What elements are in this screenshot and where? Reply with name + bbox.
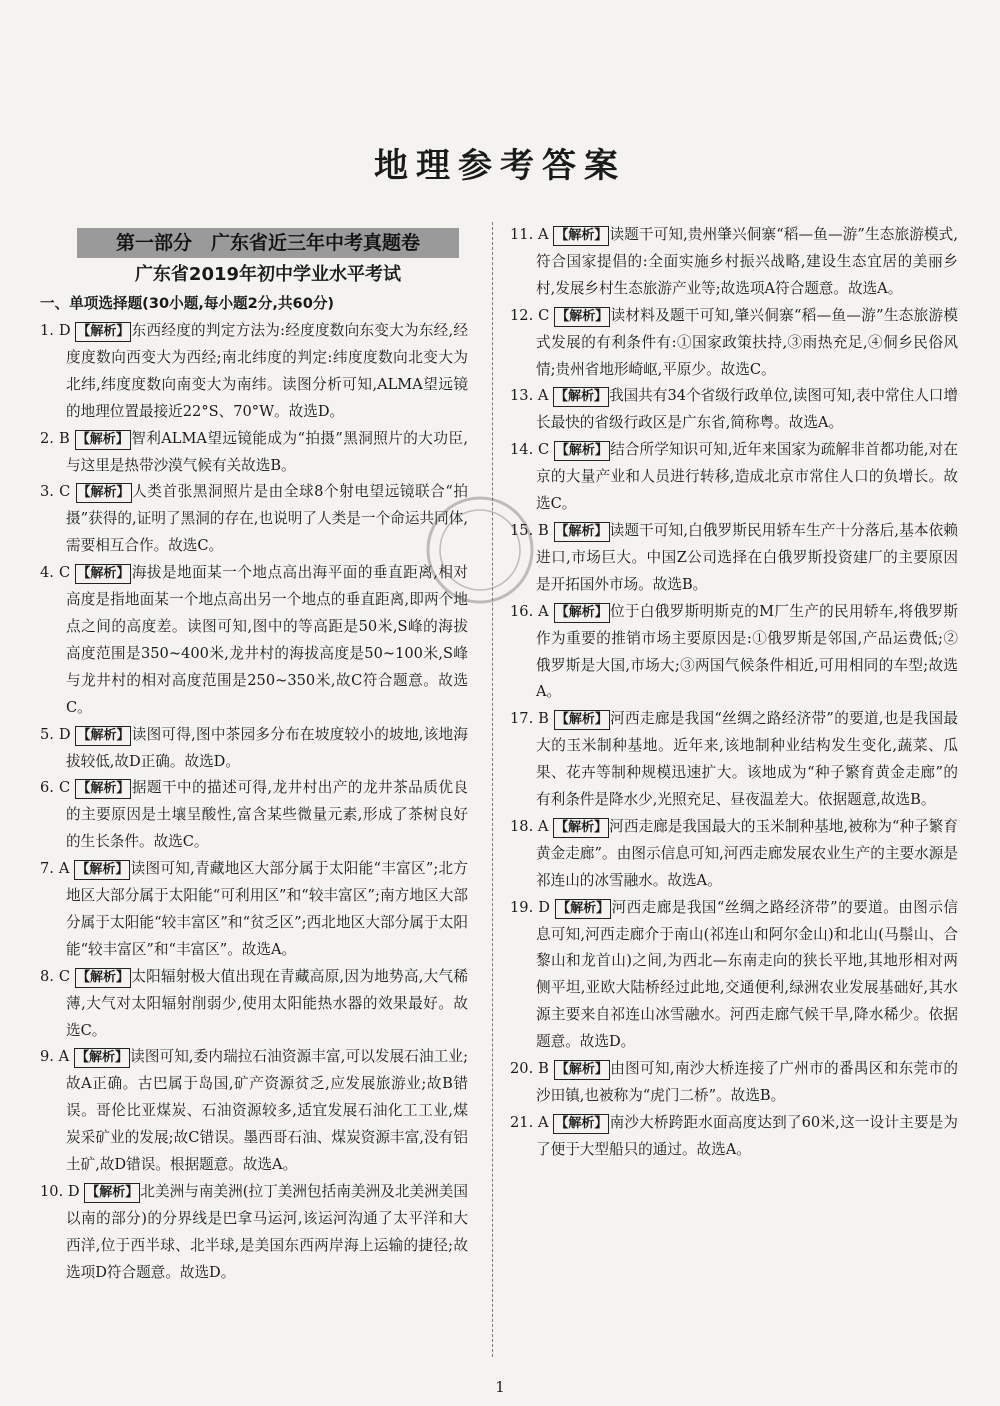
answer-letter: A xyxy=(53,860,75,878)
answer-letter: A xyxy=(533,387,554,405)
stamp-watermark-icon xyxy=(420,490,540,610)
answer-item xyxy=(510,303,958,384)
analysis-text: 读图可知,青藏地区大部分属于太阳能“丰富区”;北方地区大部分属于太阳能“可利用区”和“较丰富区”;南方地区大部分属于太阳能“较丰富区”和“贫乏区”;西北地区大部分属于太阳能“较丰富区”和“丰富区”。故选A。 xyxy=(66,860,468,958)
analysis-text: 读图可知,委内瑞拉石油资源丰富,可以发展石油工业;故A正确。古巴属于岛国,矿产资源贫乏,应发展旅游业;故B错误。哥伦比亚煤炭、石油资源较多,适宜发展石油化工工业,煤炭采矿业的发展;故C错误。墨西哥石油、煤炭资源丰富,没有铝土矿,故D错误。根据题意。故选A。 xyxy=(66,1048,468,1174)
analysis-text: 智利ALMA望远镜能成为“拍摄”黑洞照片的大功臣,与这里是热带沙漠气候有关故选B。 xyxy=(66,429,468,474)
analysis-tag: 【解析】 xyxy=(554,1060,610,1080)
question-number: 12. xyxy=(510,306,534,324)
analysis-tag: 【解析】 xyxy=(75,726,131,746)
question-number: 16. xyxy=(510,602,534,620)
answer-letter: D xyxy=(533,898,556,916)
answer-item xyxy=(40,775,468,856)
analysis-text: 由图可知,南沙大桥连接了广州市的番禺区和东莞市的沙田镇,也被称为“虎门二桥”。故选B。 xyxy=(536,1060,958,1104)
analysis-text: 我国共有34个省级行政单位,读图可知,表中常住人口增长最快的省级行政区是广东省,简称粤。故选A。 xyxy=(536,387,958,432)
analysis-tag: 【解析】 xyxy=(74,1048,130,1068)
answer-item xyxy=(40,1044,468,1179)
question-number: 13. xyxy=(510,387,534,405)
question-number: 10. xyxy=(40,1183,64,1200)
answer-item xyxy=(510,706,958,814)
answer-letter: D xyxy=(53,725,76,743)
question-number: 17. xyxy=(510,710,534,728)
question-number: 1. xyxy=(40,322,54,339)
answer-item xyxy=(510,437,958,518)
question-number: 21. xyxy=(510,1113,534,1131)
analysis-tag: 【解析】 xyxy=(75,430,131,450)
question-number: 18. xyxy=(510,817,534,835)
analysis-tag: 【解析】 xyxy=(75,322,131,342)
answer-item xyxy=(510,895,958,1056)
question-number: 8. xyxy=(40,967,54,985)
right-column xyxy=(510,222,958,1164)
analysis-text: 读图可得,图中茶园多分布在坡度较小的坡地,该地海拔较低,故D正确。故选D。 xyxy=(66,725,468,770)
answer-letter: C xyxy=(53,564,76,582)
answer-item xyxy=(40,560,468,721)
question-number: 3. xyxy=(40,483,54,501)
left-column xyxy=(40,228,468,1287)
answer-letter: A xyxy=(533,1113,554,1131)
question-number: 11. xyxy=(510,226,534,243)
answer-letter: D xyxy=(53,322,76,339)
analysis-tag: 【解析】 xyxy=(75,779,131,799)
answer-letter: C xyxy=(53,967,75,985)
page-title: 地理参考答案 xyxy=(374,146,626,186)
answer-letter: A xyxy=(533,602,554,620)
answer-letter: C xyxy=(533,306,555,324)
analysis-tag: 【解析】 xyxy=(75,968,131,988)
answer-item xyxy=(40,1179,468,1287)
analysis-tag: 【解析】 xyxy=(553,818,609,838)
analysis-text: 河西走廊是我国“丝绸之路经济带”的要道,也是我国最大的玉米制种基地。近年来,该地制种业结构发生变化,蔬菜、瓜果、花卉等制种规模迅速扩大。该地成为“种子繁育黄金走廊”的有利条件是降水少,光照充足、昼夜温差大。依据题意,故选B。 xyxy=(536,710,958,809)
analysis-text: 北美洲与南美洲(拉丁美洲包括南美洲及北美洲美国以南的部分)的分界线是巴拿马运河,该运河沟通了太平洋和大西洋,位于西半球、北半球,是美国东西两岸海上运输的捷径;故选项D符合题意。故选D。 xyxy=(66,1183,468,1281)
answer-item xyxy=(510,1056,958,1110)
analysis-tag: 【解析】 xyxy=(84,1183,140,1203)
question-number: 19. xyxy=(510,898,534,916)
answer-letter: C xyxy=(53,779,76,797)
answer-item xyxy=(510,222,958,303)
analysis-text: 结合所学知识可知,近年来国家为疏解非首都功能,对在京的大量产业和人员进行转移,造成北京市常住人口的负增长。故选C。 xyxy=(536,441,958,513)
analysis-tag: 【解析】 xyxy=(554,307,610,327)
question-number: 20. xyxy=(510,1060,534,1078)
answer-letter: B xyxy=(53,429,75,447)
analysis-tag: 【解析】 xyxy=(553,226,609,246)
analysis-text: 读题干可知,白俄罗斯民用轿车生产十分落后,基本依赖进口,市场巨大。中国Z公司选择在白俄罗斯投资建厂的主要原因是开拓国外市场。故选B。 xyxy=(536,521,958,593)
analysis-text: 读材料及题干可知,肇兴侗寨“稻—鱼—游”生态旅游模式发展的有利条件有:①国家政策扶持,③雨热充足,④侗乡民俗风情;贵州省地形崎岖,平原少。故选C。 xyxy=(536,306,958,378)
question-number: 2. xyxy=(40,429,54,447)
section-banner: 第一部分 广东省近三年中考真题卷 xyxy=(77,228,459,258)
answer-item xyxy=(510,1110,958,1164)
analysis-text: 读题干可知,贵州肇兴侗寨“稻—鱼—游”生态旅游模式,符合国家提倡的:全面实施乡村振兴战略,建设生态宜居的美丽乡村,发展乡村生态旅游产业等;故选项A符合题意。故选A。 xyxy=(536,226,959,297)
analysis-text: 南沙大桥跨距水面高度达到了60米,这一设计主要是为了便于大型船只的通过。故选A。 xyxy=(536,1113,958,1158)
analysis-tag: 【解析】 xyxy=(553,387,609,407)
question-number: 7. xyxy=(40,860,54,878)
analysis-text: 人类首张黑洞照片是由全球8个射电望远镜联合“拍摄”获得的,证明了黑洞的存在,也说明了人类是一个命运共同体,需要相互合作。故选C。 xyxy=(66,483,469,555)
analysis-text: 太阳辐射极大值出现在青藏高原,因为地势高,大气稀薄,大气对太阳辐射削弱少,使用太阳能热水器的效果最好。故选C。 xyxy=(66,967,469,1039)
analysis-text: 东西经度的判定方法为:经度度数向东变大为东经,经度度数向西变大为西经;南北纬度的判定:纬度度数向北变大为北纬,纬度度数向南变大为南纬。读图分析可知,ALMA望远镜的地理位置最接近22°S、70°W。故选D。 xyxy=(66,322,469,420)
question-number: 15. xyxy=(510,521,534,539)
exam-title: 广东省2019年初中学业水平考试 xyxy=(134,264,402,285)
question-number: 9. xyxy=(40,1048,54,1066)
answer-letter: A xyxy=(53,1048,74,1066)
analysis-tag: 【解析】 xyxy=(554,603,610,623)
analysis-tag: 【解析】 xyxy=(554,710,610,730)
analysis-tag: 【解析】 xyxy=(553,1114,609,1134)
answer-item xyxy=(40,318,468,426)
answer-item xyxy=(510,518,958,599)
part-heading: 一、单项选择题(30小题,每小题2分,共60分) xyxy=(40,295,335,312)
answer-item xyxy=(40,964,468,1045)
answer-item xyxy=(40,856,468,964)
analysis-tag: 【解析】 xyxy=(75,564,131,584)
answer-letter: A xyxy=(533,226,554,243)
question-number: 14. xyxy=(510,441,534,459)
answer-item xyxy=(40,479,468,560)
answer-letter: B xyxy=(533,710,554,728)
answer-letter: D xyxy=(63,1183,85,1200)
answer-item xyxy=(510,383,958,437)
analysis-tag: 【解析】 xyxy=(74,860,130,880)
answer-item xyxy=(40,426,468,480)
left-question-list xyxy=(40,318,468,1287)
column-divider xyxy=(492,222,493,1357)
answer-letter: C xyxy=(533,441,554,459)
analysis-text: 海拔是地面某一个地点高出海平面的垂直距离,相对高度是指地面某一个地点高出另一个地点的垂直距离,即两个地点之间的高度差。读图可知,图中的等高距是50米,S峰的海拔高度范围是350~400米,龙井村的海拔高度是50~100米,S峰与龙井村的相对高度范围是250~350米,故C符合题意。故选C。 xyxy=(66,564,468,716)
analysis-tag: 【解析】 xyxy=(76,483,132,503)
page-number: 1 xyxy=(495,1378,505,1396)
answer-letter: C xyxy=(53,483,76,501)
analysis-text: 据题干中的描述可得,龙井村出产的龙井茶品质优良的主要原因是土壤呈酸性,富含某些微量元素,形成了茶树良好的生长条件。故选C。 xyxy=(66,779,468,851)
right-question-list xyxy=(510,222,958,1164)
analysis-text: 位于白俄罗斯明斯克的M厂生产的民用轿车,将俄罗斯作为重要的推销市场主要原因是:①俄罗斯是邻国,产品运费低;②俄罗斯是大国,市场大;③两国气候条件相近,可用相同的车型;故选A。 xyxy=(536,602,958,701)
question-number: 6. xyxy=(40,779,54,797)
answer-item xyxy=(510,814,958,895)
analysis-tag: 【解析】 xyxy=(554,522,610,542)
answer-item xyxy=(510,599,958,707)
analysis-text: 河西走廊是我国最大的玉米制种基地,被称为“种子繁育黄金走廊”。由图示信息可知,河西走廊发展农业生产的主要水源是祁连山的冰雪融水。故选A。 xyxy=(536,817,958,889)
analysis-text: 河西走廊是我国“丝绸之路经济带”的要道。由图示信息可知,河西走廊介于南山(祁连山和阿尔金山)和北山(马鬃山、合黎山和龙首山)之间,为西北—东南走向的狭长平地,其地形相对两侧平坦,亚欧大陆桥经过此地,交通便利,绿洲农业发展基础好,其水源主要来自祁连山冰雪融水。河西走廊气候干旱,降水稀少。依据题意。故选D。 xyxy=(536,898,958,1051)
answer-letter: A xyxy=(533,817,554,835)
analysis-tag: 【解析】 xyxy=(554,441,610,461)
answer-letter: B xyxy=(533,1060,554,1078)
question-number: 5. xyxy=(40,725,54,743)
question-number: 4. xyxy=(40,564,54,582)
answer-item xyxy=(40,722,468,776)
analysis-tag: 【解析】 xyxy=(555,899,611,919)
answer-letter: B xyxy=(533,521,554,539)
